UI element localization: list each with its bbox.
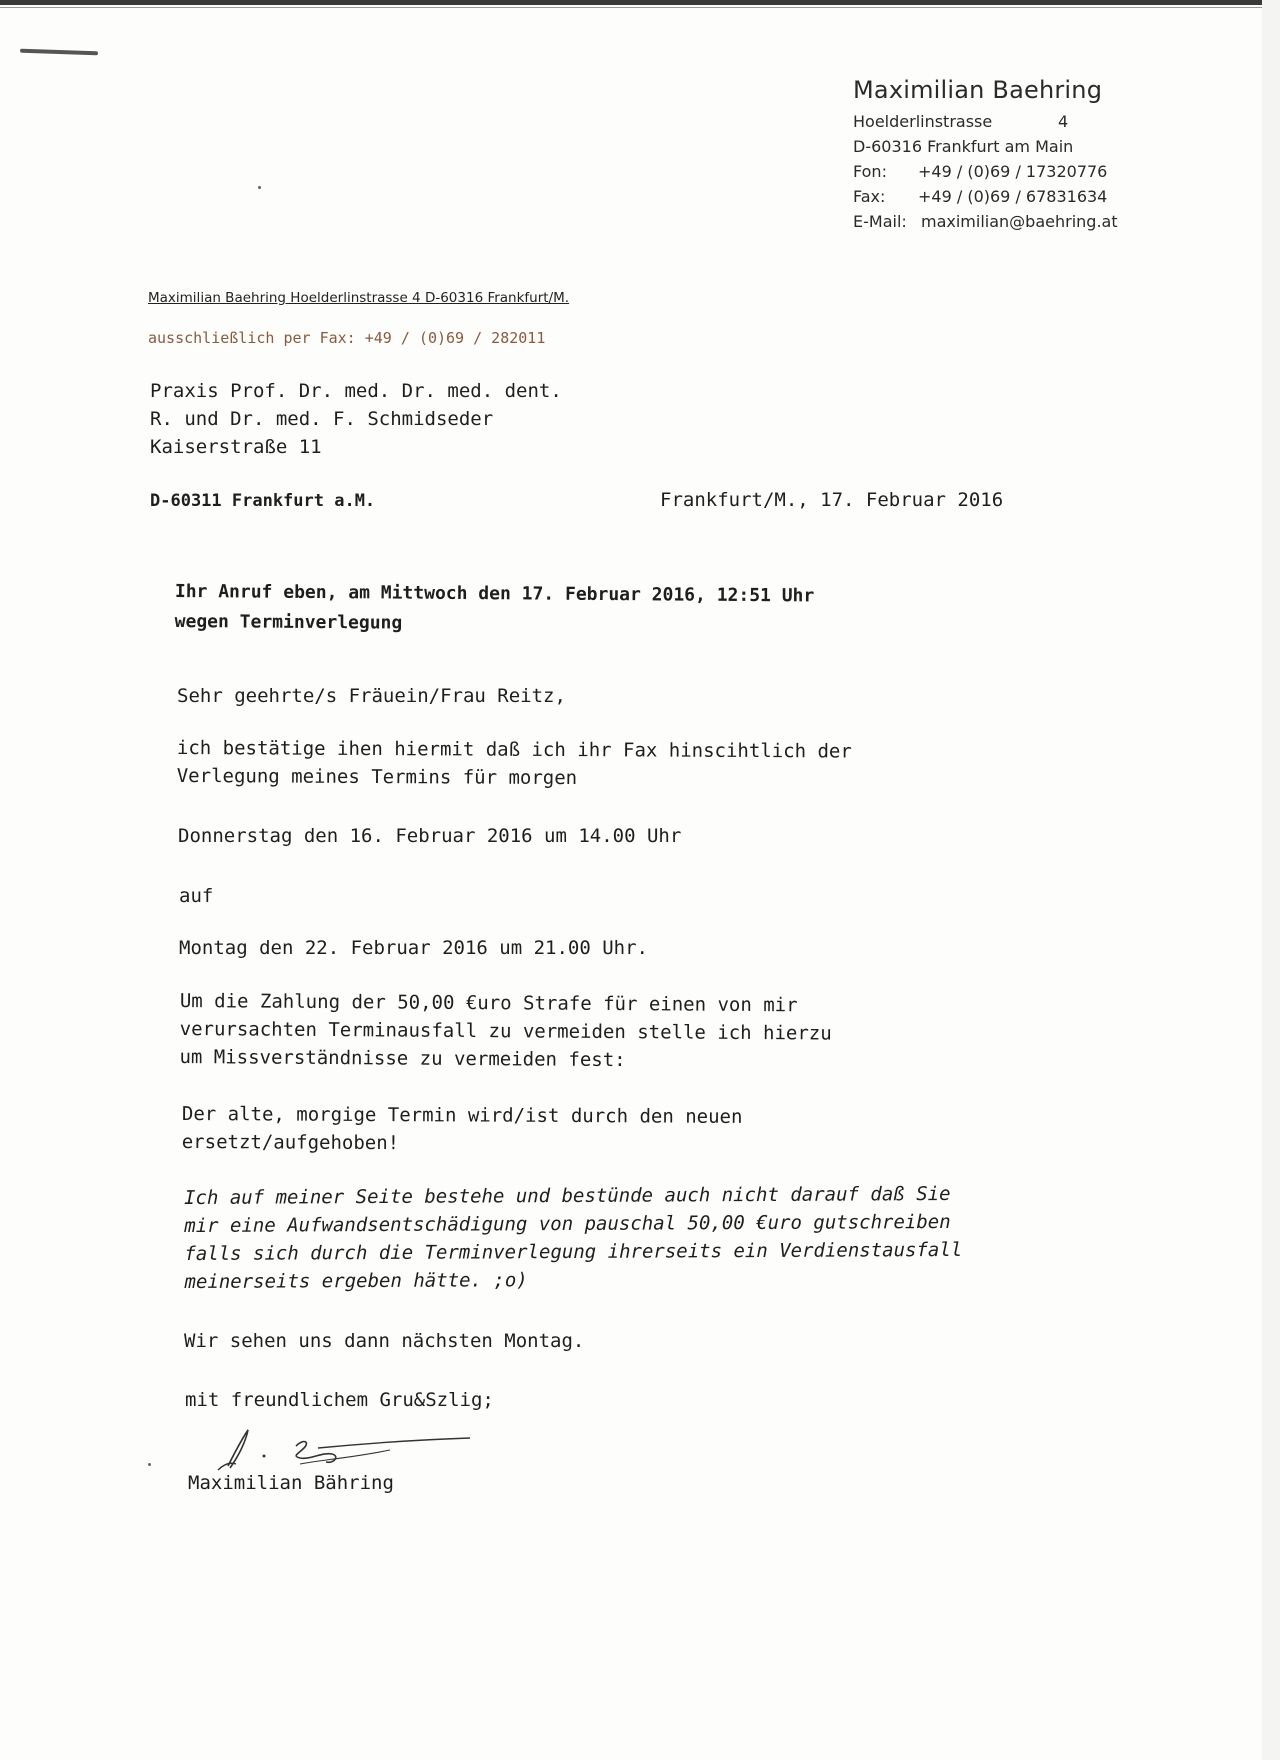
sender-street-line bbox=[853, 112, 1118, 137]
recipient-line-3: Kaiserstraße 11 bbox=[150, 436, 322, 458]
recipient-city: D-60311 Frankfurt a.M. bbox=[150, 491, 376, 511]
return-address: Maximilian Baehring Hoelderlinstrasse 4 D-60316 Frankfurt/M. bbox=[148, 290, 570, 306]
scan-speck bbox=[258, 186, 261, 189]
old-appointment: Donnerstag den 16. Februar 2016 um 14.00 Uhr bbox=[178, 825, 682, 847]
letter-date: Frankfurt/M., 17. Februar 2016 bbox=[660, 489, 1004, 511]
paragraph-3 bbox=[182, 1100, 743, 1159]
paragraph-2-line-2: verursachten Terminausfall zu vermeiden stelle ich hierzu bbox=[179, 1017, 832, 1045]
sender-fax-line bbox=[853, 187, 1118, 212]
recipient-address bbox=[150, 377, 562, 461]
paragraph-1-line-2: Verlegung meines Termins für morgen bbox=[176, 764, 578, 790]
subject bbox=[175, 577, 815, 641]
paragraph-2-line-1: Um die Zahlung der 50,00 €uro Strafe für einen von mir bbox=[179, 989, 798, 1017]
sender-fax-label: Fax: bbox=[853, 187, 886, 206]
auf-text: auf bbox=[179, 885, 214, 907]
subject-line-1: Ihr Anruf eben, am Mittwoch den 17. Februar 2016, 12:51 Uhr bbox=[174, 580, 815, 607]
scan-speck bbox=[148, 1463, 151, 1466]
paragraph-4-line-3: falls sich durch die Terminverlegung ihrerseits ein Verdienstausfall bbox=[184, 1238, 963, 1265]
paragraph-4 bbox=[184, 1180, 962, 1296]
sender-phone-label: Fon: bbox=[853, 162, 887, 181]
paragraph-3-line-1: Der alte, morgige Termin wird/ist durch den neuen bbox=[181, 1103, 743, 1128]
sender-postal-city: D-60316 Frankfurt am Main bbox=[853, 137, 1074, 156]
sender-phone-line bbox=[853, 162, 1118, 187]
sender-letterhead bbox=[853, 76, 1118, 237]
paragraph-2-line-3: um Missverständnisse zu vermeiden fest: bbox=[179, 1045, 626, 1072]
paragraph-4-line-2: mir eine Aufwandsentschädigung von pauschal 50,00 €uro gutschreiben bbox=[184, 1210, 951, 1237]
scan-top-border bbox=[0, 0, 1262, 5]
sender-email: maximilian@baehring.at bbox=[921, 212, 1118, 231]
scan-right-margin bbox=[1262, 0, 1280, 1760]
paragraph-4-line-1: Ich auf meiner Seite bestehe und bestünde auch nicht darauf daß Sie bbox=[184, 1182, 951, 1209]
sender-email-line bbox=[853, 212, 1118, 237]
sender-fax: +49 / (0)69 / 67831634 bbox=[918, 187, 1108, 206]
new-appointment: Montag den 22. Februar 2016 um 21.00 Uhr. bbox=[179, 937, 648, 959]
sender-phone: +49 / (0)69 / 17320776 bbox=[918, 162, 1108, 181]
staple-mark bbox=[20, 49, 98, 56]
recipient-line-1: Praxis Prof. Dr. med. Dr. med. dent. bbox=[150, 380, 562, 402]
handwritten-signature bbox=[200, 1424, 480, 1478]
paragraph-5: Wir sehen uns dann nächsten Montag. bbox=[184, 1330, 585, 1352]
signature-name: Maximilian Bähring bbox=[188, 1472, 394, 1494]
paragraph-3-line-2: ersetzt/aufgehoben! bbox=[181, 1130, 400, 1155]
sender-name: Maximilian Baehring bbox=[853, 76, 1103, 104]
paragraph-1-line-1: ich bestätige ihen hiermit daß ich ihr Fax hinscihtlich der bbox=[176, 736, 852, 763]
sender-email-label: E-Mail: bbox=[853, 212, 907, 231]
paragraph-4-line-4: meinerseits ergeben hätte. ;o) bbox=[184, 1269, 528, 1293]
recipient-line-2: R. und Dr. med. F. Schmidseder bbox=[150, 408, 494, 430]
sender-house-number: 4 bbox=[1058, 112, 1069, 131]
salutation: Sehr geehrte/s Fräuein/Frau Reitz, bbox=[177, 685, 566, 707]
sender-street: Hoelderlinstrasse bbox=[853, 112, 993, 131]
subject-line-2: wegen Terminverlegung bbox=[174, 610, 403, 634]
paragraph-1 bbox=[177, 734, 852, 794]
paragraph-2 bbox=[179, 987, 832, 1076]
scan-top-border-thin bbox=[0, 7, 1262, 8]
fax-note: ausschließlich per Fax: +49 / (0)69 / 282011 bbox=[148, 329, 546, 347]
closing: mit freundlichem Gru&Szlig; bbox=[185, 1389, 494, 1411]
